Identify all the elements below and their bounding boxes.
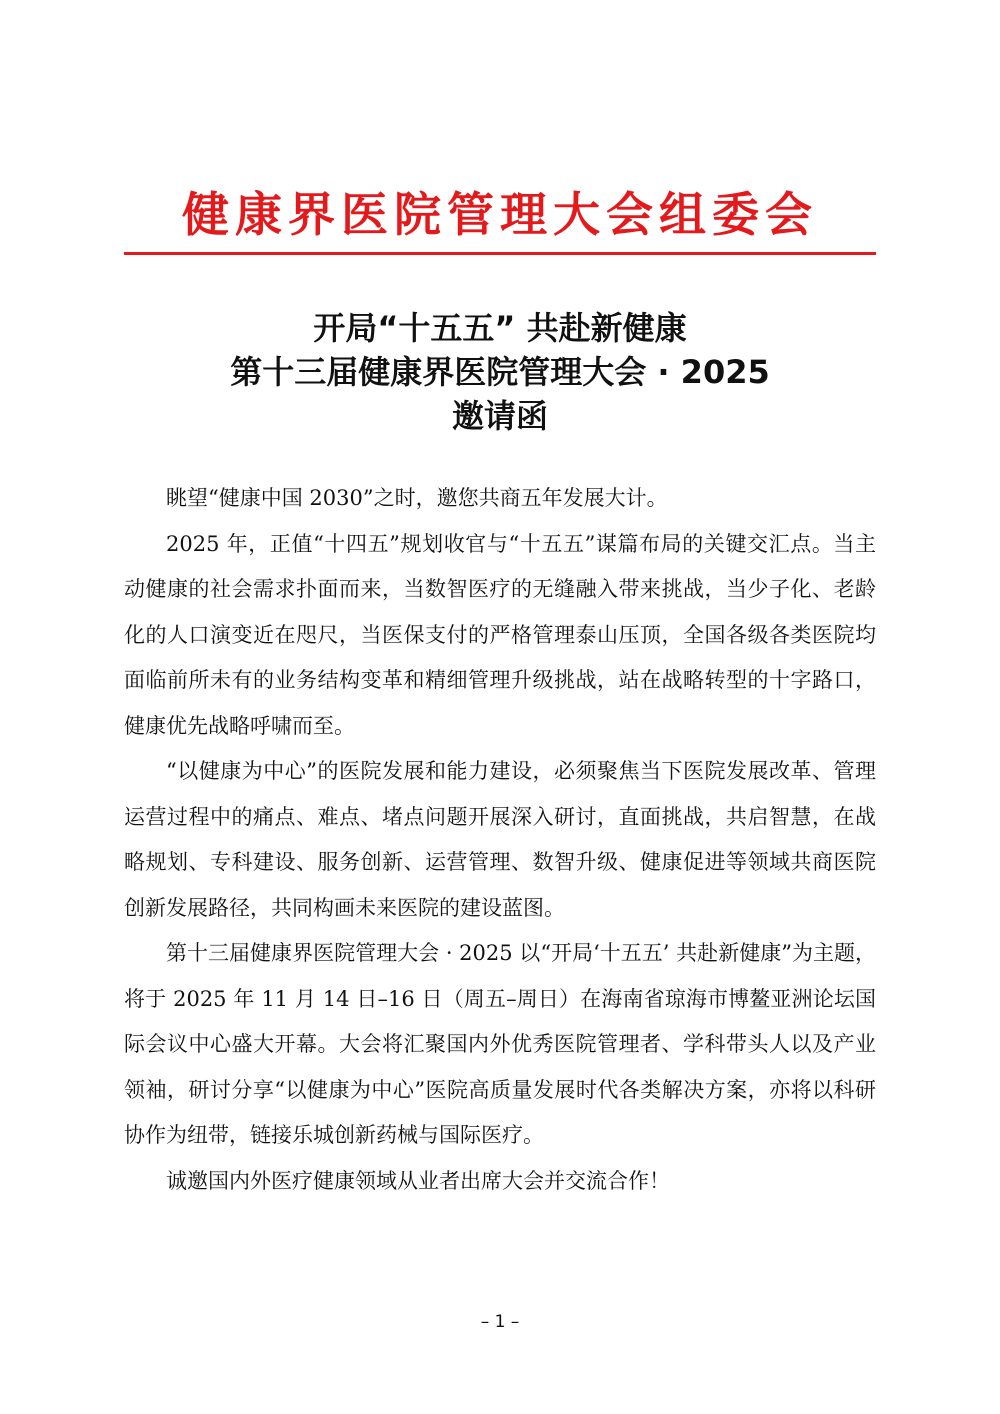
page-number: – 1 – [480,1312,520,1332]
title-line-event: 第十三届健康界医院管理大会 · 2025 [230,353,770,391]
document-title [124,306,876,438]
header-divider [124,252,876,255]
organizer-header: 健康界医院管理大会组委会 [182,188,818,243]
paragraph-focus: “以健康为中心”的医院发展和能力建设，必须聚焦当下医院发展改革、管理运营过程中的痛点、难点、堵点问题开展深入研讨，直面挑战，共启智慧，在战略规划、专科建设、服务创新、运营管理、数智升级、健康促进等领域共商医院创新发展路径，共同构画未来医院的建设蓝图。 [124,759,876,920]
paragraph-background: 2025 年，正值“十四五”规划收官与“十五五”谋篇布局的关键交汇点。当主动健康的社会需求扑面而来，当数智医疗的无缝融入带来挑战，当少子化、老龄化的人口演变近在咫尺，当医保支付的严格管理泰山压顶，全国各级各类医院均面临前所未有的业务结构变革和精细管理升级挑战，站在战略转型的十字路口，健康优先战略呼啸而至。 [124,531,876,738]
paragraph-opening: 眺望“健康中国 2030”之时，邀您共商五年发展大计。 [166,486,668,510]
title-line-theme: 开局“十五五” 共赴新健康 [313,309,687,347]
title-line-invitation: 邀请函 [451,397,548,435]
paragraph-invitation: 诚邀国内外医疗健康领域从业者出席大会并交流合作！ [166,1168,670,1193]
paragraph-event-details: 第十三届健康界医院管理大会 · 2025 以“开局‘十五五’ 共赴新健康”为主题，将于 2025 年 11 月 14 日–16 日（周五–周日）在海南省琼海市博鳌亚洲论坛国际会议中心盛大开幕。大会将汇聚国内外优秀医院管理者、学科带头人以及产业领袖，研讨分享“以健康为中心”医院高质量发展时代各类解决方案，亦将以科研协作为纽带，链接乐城创新药械与国际医疗。 [124,941,876,1147]
letter-body [124,476,876,1204]
